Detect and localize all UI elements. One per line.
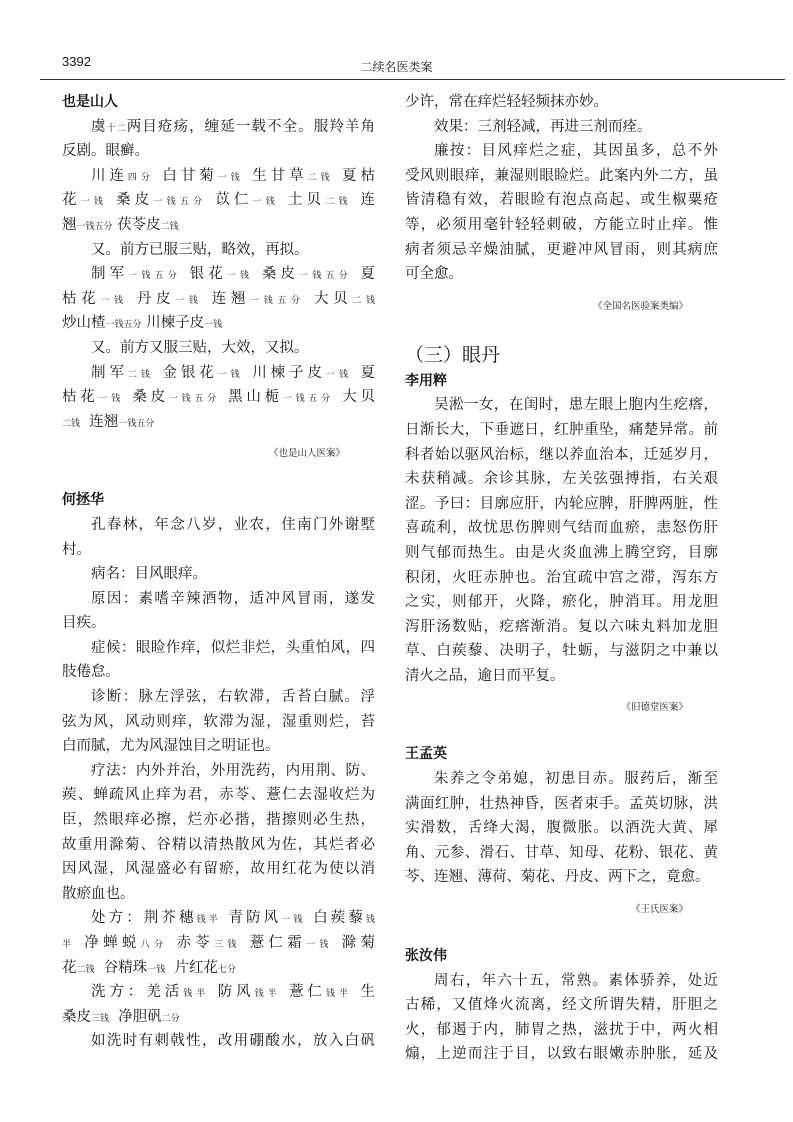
text-line [405,443,718,468]
text-segment: 翘 [62,216,77,233]
dose-annotation: 一钱 [217,369,244,380]
text-segment: 大贝 [304,290,353,307]
text-segment: 蒺、蝉疏风止痒为君，赤苓、薏仁去湿收烂为 [62,787,375,804]
text-segment: 连 [351,192,376,209]
text-line [62,213,375,238]
dose-annotation: 三钱 [214,940,241,950]
text-segment: 金银花 [153,364,218,381]
text-segment: 川楝子皮 [243,364,327,381]
paragraph [62,361,375,435]
text-segment: 花 [62,192,81,209]
page-number: 3392 [62,54,91,69]
dose-annotation: 钱 [365,915,375,926]
paragraph [405,90,718,115]
dose-annotation: 一钱 [217,172,244,183]
text-segment: 皆清稳有效，若眼睑有泡点高起、或生椒粟疮 [405,192,718,209]
text-line [62,164,375,189]
dose-annotation: 一钱 [306,940,333,950]
text-line [62,311,375,336]
text-segment: 川楝子皮 [141,315,205,332]
text-segment: 净胆矾 [109,1008,162,1025]
left-column [62,90,375,1054]
text-segment: 弦为风，风动则痒，软滞为湿，湿重则烂，苔 [62,713,375,730]
text-segment: 则气郁而热生。由是火炎血沸上腾空窍，目廓 [405,544,718,561]
text-line [62,857,375,882]
text-line [405,393,718,418]
text-segment: 效果：三剂轻减，再进三剂而痊。 [434,118,652,135]
text-line [405,90,718,115]
text-line [62,538,375,563]
dose-annotation: 一钱五分 [282,394,334,405]
text-segment: 桑皮 [62,1008,91,1025]
text-segment: 散瘀血也。 [62,885,135,902]
text-segment: 连翘 [80,413,119,430]
dose-annotation: 一钱五分 [168,394,220,405]
dose-annotation: 一钱 [175,295,203,306]
paragraph [62,587,375,636]
dose-annotation: 钱半 [326,989,352,1000]
paragraph [405,393,718,688]
text-line [62,1005,375,1030]
text-segment: 白蒺藜 [305,910,366,927]
text-segment: 朱养之令弟媳，初患目赤。服药后，渐至 [434,771,718,788]
paragraph [405,969,718,1067]
text-segment: 故重用滁菊、谷精以清热散风为佐，其烂者必 [62,836,375,853]
text-segment: 桑皮 [107,192,154,209]
dose-annotation: 二钱 [352,295,375,306]
dose-annotation: 二钱 [76,964,95,975]
text-segment: 涩。予曰：目廓应肝，内轮应脾，肝脾两脏，性 [405,495,718,512]
text-segment: 反剧。眼癣。 [62,143,149,160]
text-line [405,865,718,890]
section-title: （三）眼丹 [405,343,501,366]
dose-annotation: 二分 [161,1013,180,1024]
text-line [405,139,718,164]
text-segment: 枯花 [62,290,101,307]
author-heading: 也是山人 [62,94,118,110]
dose-annotation: 钱半 [183,989,210,1000]
text-segment: 防风 [209,984,255,1001]
text-segment: 角、元参、滑石、甘草、知母、花粉、银花、黄 [405,844,718,861]
text-segment: 两目疮疡，缠延一载不全。服羚羊角 [126,118,376,135]
dose-annotation: 二钱 [127,369,154,380]
text-segment: 村。 [62,541,91,558]
text-line [62,685,375,710]
text-segment: 目疾。 [62,615,106,632]
dose-annotation: 一钱五分 [76,221,113,232]
text-segment: 苡仁 [206,192,253,209]
text-line [62,808,375,833]
text-segment: 银花 [180,266,227,283]
text-segment: 连翘 [202,290,251,307]
text-segment: 煽，上逆而注于目，以致右眼嫩赤肿胀，延及 [405,1046,718,1063]
text-line [405,615,718,640]
text-segment: 芩、连翘、薄荷、菊花、丹皮、两下之，竟愈。 [405,869,710,886]
text-line [405,816,718,841]
text-line [405,841,718,866]
text-segment: 科者始以驱风治标，继以养血治本，迁延岁月， [405,446,718,463]
text-segment: 夏 [351,364,375,381]
text-line [405,664,718,689]
paragraph [62,262,375,336]
dose-annotation: 一钱五分 [250,295,305,306]
text-line [62,980,375,1005]
text-line [62,734,375,759]
dose-annotation: 钱半 [254,989,281,1000]
text-line [62,336,375,361]
paragraph [62,980,375,1029]
text-line [62,262,375,287]
text-line [405,213,718,238]
text-line [62,636,375,661]
text-line [405,639,718,664]
dose-annotation: 一钱 [252,197,279,208]
text-segment: 疗法：内外并治，外用洗药，内用荆、防、 [91,762,375,779]
source-citation: 《全国名医验案类编》 [592,300,688,312]
text-segment: 谷精珠 [94,959,148,976]
text-line [405,188,718,213]
text-line [62,1029,375,1054]
dose-annotation: 一钱 [100,295,128,306]
dose-annotation: 一钱五分 [299,271,352,282]
header-rule [40,79,785,80]
text-segment: 吴淞一女，在闺时，患左眼上胞内生疙瘩， [434,397,718,414]
text-line [405,262,718,287]
text-line [62,513,375,538]
text-segment: 黑山栀 [219,389,283,406]
dose-annotation: 一钱五分 [153,197,207,208]
dose-annotation: 十二 [106,123,127,134]
text-line [62,238,375,263]
text-line [62,611,375,636]
text-segment: 受风则眼痒，兼湿则眼睑烂。此案内外二方，虽 [405,167,718,184]
text-segment: 肢倦怠。 [62,664,120,681]
paragraph [405,767,718,890]
paragraph [405,139,718,287]
source-citation: 《王氏医案》 [630,904,688,916]
text-line [405,418,718,443]
text-segment: 可全愈。 [405,266,463,283]
text-line [62,759,375,784]
text-segment: 原因：素嗜辛辣酒物，适冲风冒雨，遂发 [91,590,375,607]
text-segment: 又。前方已服三贴，略效，再拟。 [91,241,309,258]
dose-annotation: 半 [62,940,76,950]
text-segment: 桑皮 [253,266,300,283]
text-line [405,516,718,541]
text-segment: 清火之品，逾日而平复。 [405,667,565,684]
text-segment: 日渐长大，下垂遮日，红肿重坠，痛楚异常。前 [405,421,718,438]
text-line [62,115,375,140]
text-segment: 满面红肿，壮热神昏，医者束手。孟英切脉，洪 [405,795,718,812]
text-segment: 枯花 [62,389,99,406]
text-line [62,783,375,808]
text-segment: 白而腻，尤为风湿蚀目之明证也。 [62,738,280,755]
text-segment: 桑皮 [124,389,169,406]
dose-annotation: 二钱 [325,197,352,208]
text-segment: 夏 [351,266,375,283]
text-segment: 赤苓 [167,935,214,951]
dose-annotation: 四分 [127,172,154,183]
dose-annotation: 一钱 [326,369,352,380]
text-line [62,385,375,410]
text-line [62,906,375,931]
text-line [62,710,375,735]
paragraph [62,513,375,562]
text-segment: 夏枯 [333,167,375,184]
paragraph [62,238,375,263]
text-segment: 如洗时有刺戟性，改用硼酸水，放入白矾 [91,1033,375,1050]
running-title: 二续名医类案 [360,60,433,74]
text-line [405,566,718,591]
dose-annotation: 一钱 [204,320,223,331]
text-line [405,238,718,263]
text-line [405,492,718,517]
text-segment: 薏仁霜 [240,935,307,951]
text-segment: 周右，年六十五，常熟。素体骄养，处近 [434,972,718,989]
dose-annotation: 一钱 [147,964,166,975]
text-segment: 薏仁 [280,984,327,1001]
text-segment: 少许，常在痒烂轻轻频抹亦妙。 [405,94,608,110]
text-line [62,361,375,386]
text-line [62,882,375,907]
text-segment: 花 [62,959,77,976]
dose-annotation: 一钱 [226,271,254,282]
text-line [62,956,375,981]
text-segment: 生甘草 [243,167,308,184]
text-segment: 泻肝汤数贴，疙瘩渐消。复以六味丸料加龙胆 [405,618,718,635]
text-line [62,931,375,956]
source-citation: 《旧德堂医案》 [621,702,688,714]
text-segment: 制军 [91,266,129,283]
text-segment: 炒山楂 [62,315,106,332]
text-segment: 火，郁遏于内，肺胃之热，滋扰于中，两火相 [405,1021,718,1038]
text-segment: 之实，则郁开，火降，瘀化，肿消耳。用龙胆 [405,594,718,611]
text-line [405,1018,718,1043]
text-segment: 丹皮 [127,290,176,307]
text-segment: 处方：荆芥穗 [91,910,197,927]
text-line [405,1042,718,1067]
paragraph [62,1029,375,1054]
text-line [405,590,718,615]
text-line [62,587,375,612]
right-column [405,90,718,1067]
text-segment: 土贝 [278,192,326,209]
text-segment: 病者须忌辛燥油腻，更避冲风冒雨，则其病庶 [405,241,718,258]
dose-annotation: 二钱 [160,221,179,232]
text-segment: 虞 [91,118,107,135]
dose-annotation: 一钱 [80,197,108,208]
text-segment: 症候：眼睑作痒，似烂非烂，头重怕风，四 [91,639,375,656]
author-heading: 张汝伟 [405,948,447,965]
dose-annotation: 一钱五分 [118,418,155,429]
text-line [405,993,718,1018]
text-line [405,164,718,189]
text-line [62,410,375,435]
text-segment: 片红花 [165,959,218,976]
text-line [405,115,718,140]
paragraph [62,636,375,685]
text-segment: 青防风 [220,910,282,927]
paragraph [62,336,375,361]
text-segment: 川连 [91,167,128,184]
paragraph [62,759,375,907]
text-line [62,139,375,164]
text-line [405,541,718,566]
text-segment: 未获稍减。余诊其脉，左关弦强搏指，右关艰 [405,471,718,488]
text-segment: 净蝉蜕 [75,935,141,951]
text-segment: 洗方：羌活 [91,984,184,1001]
dose-annotation: 一钱 [281,915,306,926]
dose-annotation: 一钱五分 [128,271,181,282]
paragraph [62,164,375,238]
source-citation: 《也是山人医案》 [268,448,345,460]
author-heading: 王孟英 [405,746,447,763]
text-segment: 制军 [91,364,128,381]
author-heading: 李用粹 [405,372,447,389]
text-line [62,833,375,858]
text-segment: 实滑数，舌绛大渴，腹微胀。以酒洗大黄、犀 [405,820,718,837]
paragraph [62,906,375,980]
dose-annotation: 三钱 [91,1013,110,1024]
text-line [62,562,375,587]
text-segment: 积闭，火旺赤肿也。治宜疏中宫之滞，泻东方 [405,569,718,586]
text-segment: 古稀，又值烽火流离，经文所谓失精，肝胆之 [405,997,718,1014]
text-segment: 生 [351,984,375,1001]
text-segment: 病名：目风眼痒。 [91,566,207,583]
text-line [405,969,718,994]
text-segment: 廉按：目风痒烂之症，其因虽多，总不外 [434,143,718,160]
text-segment: 滁菊 [332,935,375,951]
text-segment: 茯苓皮 [112,216,161,233]
dose-annotation: 七分 [217,964,236,975]
text-line [405,467,718,492]
dose-annotation: 二钱 [62,418,81,429]
text-line [62,188,375,213]
text-segment: 孔春林，年念八岁，业农，住南门外谢墅 [91,516,375,533]
paragraph [62,685,375,759]
text-segment: 臣，然眼痒必擦，烂亦必揩，揩擦则必生热， [62,812,375,829]
text-segment: 诊断：脉左浮弦，右软滞，舌苔白腻。浮 [91,689,375,706]
text-line [62,660,375,685]
author-heading: 何拯华 [62,492,104,509]
dose-annotation: 八分 [140,940,168,950]
paragraph [62,115,375,164]
text-segment: 喜疏利，故忧思伤脾则气结而血瘀，恚怒伤肝 [405,520,718,537]
dose-annotation: 钱半 [196,915,221,926]
text-line [405,792,718,817]
dose-annotation: 二钱 [307,172,334,183]
text-segment: 又。前方又服三贴，大效，又拟。 [91,339,309,356]
text-line [405,767,718,792]
text-segment: 大贝 [333,389,376,406]
text-segment: 等，必须用毫针轻轻刺破，方能立时止痒。惟 [405,216,718,233]
dose-annotation: 一钱五分 [105,320,142,331]
text-segment: 草、白蒺藜、决明子，牡蛎，与滋阴之中兼以 [405,643,718,660]
text-segment: 因风湿，风湿盛必有留瘀，故用红花为使以消 [62,861,375,878]
dose-annotation: 一钱 [98,394,124,405]
paragraph [62,562,375,587]
paragraph [405,115,718,140]
text-segment: 白甘菊 [153,167,218,184]
text-line [62,287,375,312]
